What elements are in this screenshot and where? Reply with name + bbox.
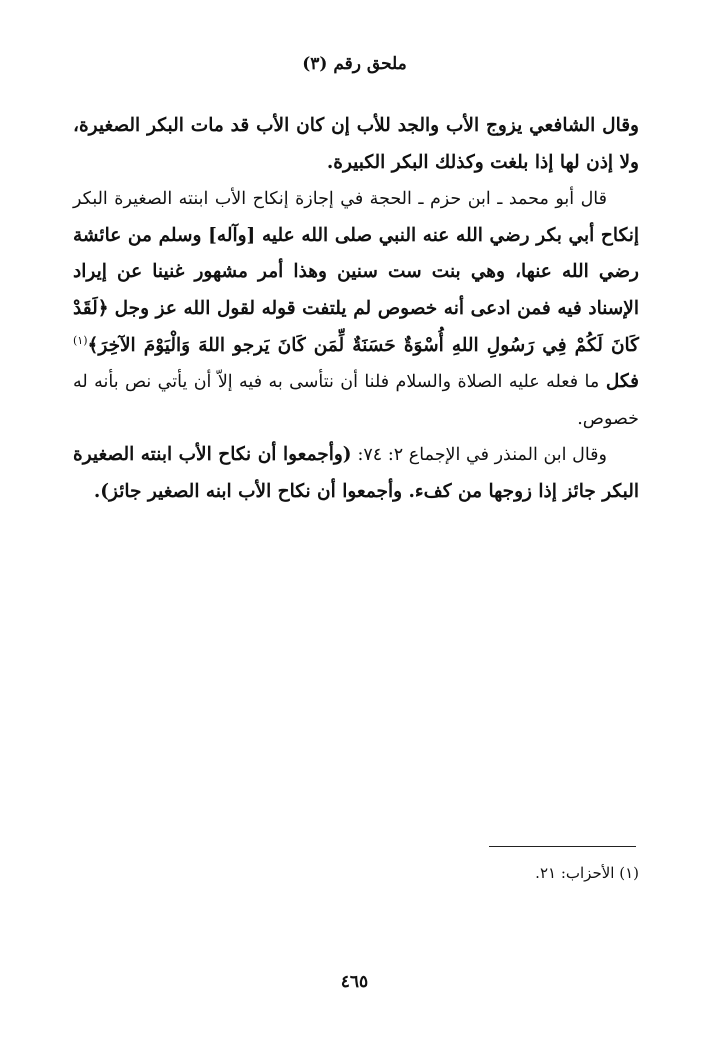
footnote-marker: (١)	[73, 333, 88, 347]
paragraph-ibn-hazm	[73, 181, 639, 437]
footnote-divider	[489, 846, 636, 847]
ibn-hazm-conclusion: ما فعله عليه الصلاة والسلام فلنا أن نتأسى به فيه إلاّ أن يأتي نص بأنه له خصوص.	[73, 372, 639, 429]
paragraph-shafii: وقال الشافعي يزوج الأب والجد للأب إن كان الأب قد مات البكر الصغيرة، ولا إذن لها إذا بلغت وكذلك البكر الكبيرة.	[73, 115, 639, 173]
main-text	[73, 108, 639, 511]
footnote: (١) الأحزاب: ٢١.	[535, 864, 639, 882]
page-number: ٤٦٥	[340, 972, 369, 992]
ibn-mundhir-intro: وقال ابن المنذر في الإجماع ٢: ٧٤:	[357, 445, 607, 466]
ibn-hazm-intro: قال أبو محمد ـ ابن حزم ـ الحجة في إجازة إنكاح الأب ابنته الصغيرة البكر	[73, 189, 607, 210]
running-header: ملحق رقم (٣)	[302, 54, 407, 74]
ibn-mundhir-quote: (وأجمعوا أن نكاح الأب ابنته الصغيرة البكر جائز إذا زوجها من كفء. وأجمعوا أن نكاح الأب ابنه الصغير جائز).	[73, 444, 639, 502]
quran-verse: ﴿لَقَدْ كَانَ لَكُمْ فِي رَسُولِ اللهِ أُسْوَةٌ حَسَنَةٌ لِّمَن كَانَ يَرجو اللهَ وَالْيَوْمَ الآخِرَ﴾	[73, 297, 639, 356]
ibn-hazm-argument: إنكاح أبي بكر رضي الله عنه النبي صلى الله عليه [وآله] وسلم من عائشة رضي الله عنها، وهي بنت ست سنين وهذا أمر مشهور غنينا عن إيراد الإسناد فيه فمن ادعى أنه خصوص لم يلتفت قوله لقول الله عز وجل	[73, 224, 639, 319]
after-verse-text: فكل	[605, 371, 639, 393]
paragraph-ibn-mundhir	[73, 437, 639, 510]
